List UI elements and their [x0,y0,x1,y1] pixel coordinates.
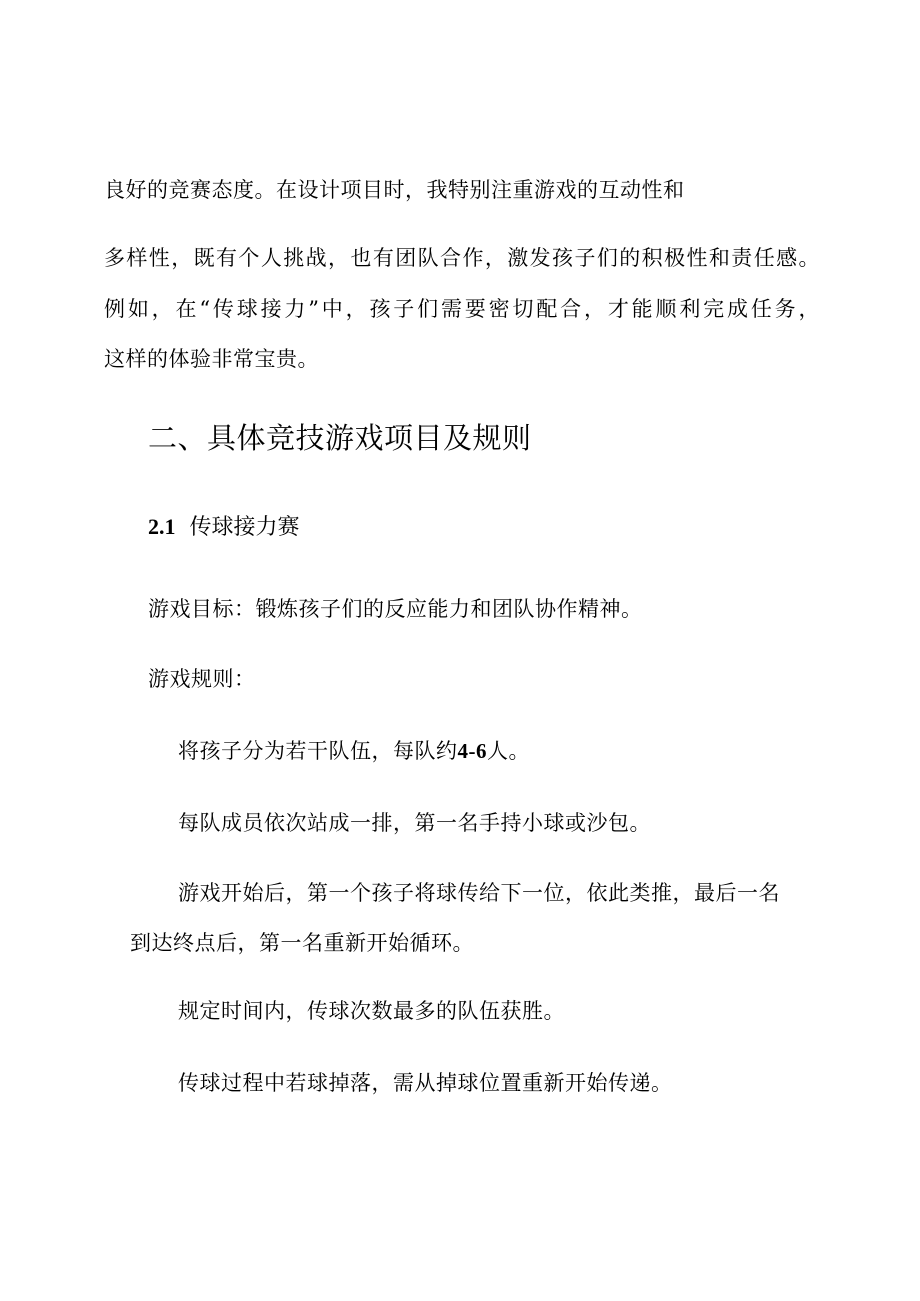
rule-item-1 [178,736,530,766]
intro-line-3: 例如，在“传球接力”中，孩子们需要密切配合，才能顺利完成任务， [104,297,820,321]
rule-item-3-line-2: 到达终点后，第一名重新开始循环。 [130,931,474,955]
subsection-title: 传球接力赛 [189,515,300,540]
section-heading: 二、具体竞技游戏项目及规则 [148,421,532,455]
rule-item-2: 每队成员依次站成一排，第一名手持小球或沙包。 [178,811,651,835]
rule-1-text-before: 将孩子分为若干队伍，每队约 [178,739,458,763]
rule-item-4: 规定时间内，传球次数最多的队伍获胜。 [178,999,565,1023]
rule-1-number: 4-6 [457,739,487,763]
goal-text: 锻炼孩子们的反应能力和团队协作精神。 [255,597,643,621]
rules-label: 游戏规则： [148,667,256,691]
intro-line-4: 这样的体验非常宝贵。 [104,347,319,371]
subsection-heading [148,512,300,543]
rule-item-5: 传球过程中若球掉落，需从掉球位置重新开始传递。 [178,1071,673,1095]
goal-label: 游戏目标： [148,597,256,621]
subsection-number: 2.1 [148,514,176,539]
goal-paragraph [148,594,643,624]
intro-line-2: 多样性，既有个人挑战，也有团队合作，激发孩子们的积极性和责任感。 [104,246,820,270]
intro-line-1: 良好的竞赛态度。在设计项目时，我特别注重游戏的互动性和 [104,178,685,202]
rule-item-3-line-1: 游戏开始后，第一个孩子将球传给下一位，依此类推，最后一名 [178,881,780,905]
rule-1-text-after: 人。 [487,739,530,763]
